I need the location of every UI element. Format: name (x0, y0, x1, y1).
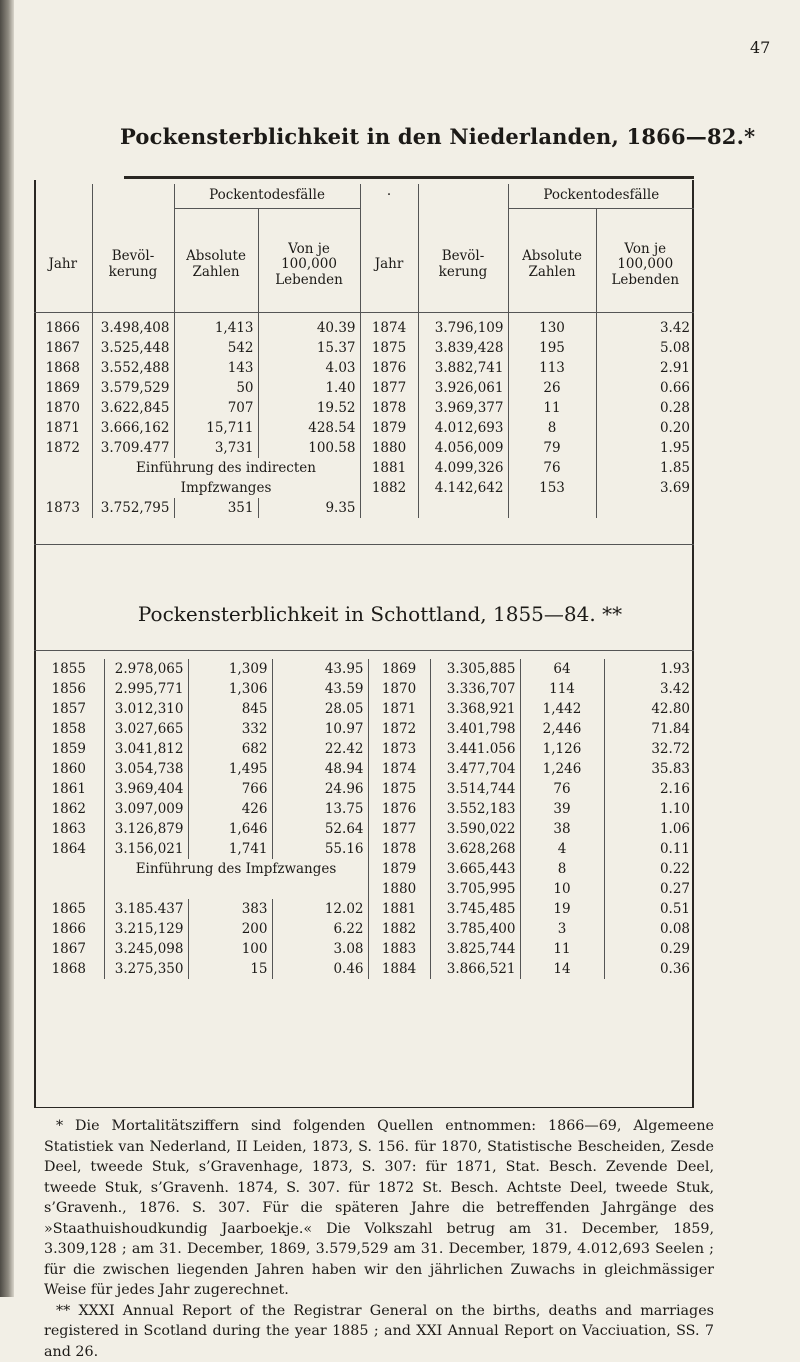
table-row (34, 759, 694, 779)
rate-cell-2: 71.84 (604, 719, 694, 739)
rate-cell: 12.02 (272, 899, 368, 919)
year-cell-2: 1880 (368, 879, 430, 899)
year-cell: 1872 (34, 438, 92, 458)
population-cell-2: 3.882,741 (418, 358, 508, 378)
rate-cell-2: 0.22 (604, 859, 694, 879)
population-cell: 3.245,098 (104, 939, 188, 959)
col-absolute-2: Absolute Zahlen (508, 209, 596, 322)
population-cell-2: 3.401,798 (430, 719, 520, 739)
year-cell: 1859 (34, 739, 104, 759)
year-cell-2: 1875 (368, 779, 430, 799)
footnote-2: ** XXXI Annual Report of the Registrar General on the births, deaths and marriages registered in Scotland during the year 1885 ; and XXI Annual Report on Vacciuation, SS. 7 and 26. (44, 1301, 714, 1362)
absolute-cell: 1,413 (174, 318, 258, 338)
rate-cell-2: 0.51 (604, 899, 694, 919)
rate-cell: 19.52 (258, 398, 360, 418)
scotland-table (34, 659, 694, 979)
absolute-cell: 15,711 (174, 418, 258, 438)
population-cell-2: 3.628,268 (430, 839, 520, 859)
rate-cell: 13.75 (272, 799, 368, 819)
year-cell-2: 1875 (360, 338, 418, 358)
rate-cell: 55.16 (272, 839, 368, 859)
footnote-1: * Die Mortalitätsziffern sind folgenden Quellen entnommen: 1866—69, Algemeene Statistiek van Nederland, II Leiden, 1873, S. 156. für 1870, Statistische Bescheiden, Zesde Deel, tweede Stuk, s’Gravenhage, 1873, S. 307: für 1871, Stat. Besch. Zevende Deel, tweede Stuk, s’Gravenh. 1874, S. 307. für 1872 St. Besch. Achtste Deel, tweede Stuk, s’Gravenh., 1876. S. 307. Für die späteren Jahre die betreffenden Jahrgänge des »Staathuishoudkundig Jaarboekje.« Die Volkszahl betrug am 31. December, 1859, 3.309,128 ; am 31. December, 1869, 3.579,529 am 31. December, 1879, 4.012,693 Seelen ; für die zwischen liegenden Jahren haben wir den jährlichen Zuwachs in gleichmässiger Weise für jedes Jahr zugerechnet. (44, 1116, 714, 1301)
absolute-cell-2: 2,446 (520, 719, 604, 739)
absolute-cell: 1,495 (188, 759, 272, 779)
population-cell-2: 3.477,704 (430, 759, 520, 779)
population-cell-2: 3.705,995 (430, 879, 520, 899)
population-cell-2: 4.056,009 (418, 438, 508, 458)
year-cell-2: 1878 (360, 398, 418, 418)
page-number: 47 (750, 38, 770, 57)
population-cell: 3.041,812 (104, 739, 188, 759)
rate-cell-2: 0.08 (604, 919, 694, 939)
col-year: Jahr (34, 209, 92, 322)
absolute-cell-2: 8 (508, 418, 596, 438)
population-cell-2: 3.839,428 (418, 338, 508, 358)
rate-cell-2: 1.85 (596, 458, 694, 478)
rate-cell-2: 3.42 (596, 318, 694, 338)
year-cell: 1855 (34, 659, 104, 679)
table-row (34, 919, 694, 939)
year-cell (34, 859, 104, 879)
col-year-2: Jahr (360, 209, 418, 322)
rate-cell: 428.54 (258, 418, 360, 438)
year-cell-2: 1884 (368, 959, 430, 979)
absolute-cell-2: 39 (520, 799, 604, 819)
table-row (34, 899, 694, 919)
population-cell: 3.054,738 (104, 759, 188, 779)
year-cell-2: 1879 (360, 418, 418, 438)
year-cell: 1860 (34, 759, 104, 779)
year-cell-2: 1874 (360, 318, 418, 338)
table-row (34, 438, 694, 458)
absolute-cell: 1,741 (188, 839, 272, 859)
col-per100k: Von je 100,000 Lebenden (258, 209, 360, 322)
population-cell-2: 3.866,521 (430, 959, 520, 979)
year-cell-2: 1877 (368, 819, 430, 839)
year-cell: 1856 (34, 679, 104, 699)
absolute-cell-2: 79 (508, 438, 596, 458)
year-cell-2: 1873 (368, 739, 430, 759)
population-cell-2: 3.745,485 (430, 899, 520, 919)
rate-cell-2: 0.20 (596, 418, 694, 438)
year-cell-2: 1876 (360, 358, 418, 378)
population-cell-2: 3.825,744 (430, 939, 520, 959)
year-cell: 1869 (34, 378, 92, 398)
year-cell-2: 1883 (368, 939, 430, 959)
absolute-cell: 383 (188, 899, 272, 919)
year-cell: 1862 (34, 799, 104, 819)
rate-cell-2: 0.36 (604, 959, 694, 979)
table-row (34, 839, 694, 859)
population-cell: 3.666,162 (92, 418, 174, 438)
rate-cell-2: 0.28 (596, 398, 694, 418)
page-title: Pockensterblichkeit in den Niederlanden, 1866—82.* (120, 124, 720, 149)
population-cell: 3.185.437 (104, 899, 188, 919)
rate-cell: 10.97 (272, 719, 368, 739)
year-cell: 1871 (34, 418, 92, 438)
absolute-cell-2: 10 (520, 879, 604, 899)
rate-cell-2: 42.80 (604, 699, 694, 719)
population-cell-2: 3.785,400 (430, 919, 520, 939)
rate-cell-2: 32.72 (604, 739, 694, 759)
absolute-cell-2: 1,246 (520, 759, 604, 779)
rate-cell-2: 35.83 (604, 759, 694, 779)
absolute-cell-2: 64 (520, 659, 604, 679)
rate-cell: 15.37 (258, 338, 360, 358)
absolute-cell-2: 11 (520, 939, 604, 959)
year-cell-2: 1870 (368, 679, 430, 699)
population-cell-2: 4.142,642 (418, 478, 508, 498)
population-cell-2: 3.336,707 (430, 679, 520, 699)
population-cell: 3.097,009 (104, 799, 188, 819)
population-cell: 3.275,350 (104, 959, 188, 979)
population-cell: 3.027,665 (104, 719, 188, 739)
population-cell: 3.012,310 (104, 699, 188, 719)
absolute-cell-2: 1,442 (520, 699, 604, 719)
absolute-cell-2: 11 (508, 398, 596, 418)
year-cell-2: 1872 (368, 719, 430, 739)
header-separator (34, 312, 694, 313)
year-cell (34, 879, 104, 899)
population-cell: 3.622,845 (92, 398, 174, 418)
rate-cell-2: 1.06 (604, 819, 694, 839)
population-cell: 3.969,404 (104, 779, 188, 799)
rate-cell-2: 3.69 (596, 478, 694, 498)
population-cell-2: 3.926,061 (418, 378, 508, 398)
year-cell-2: 1882 (360, 478, 418, 498)
absolute-cell: 100 (188, 939, 272, 959)
absolute-cell: 332 (188, 719, 272, 739)
year-cell: 1870 (34, 398, 92, 418)
table-row (34, 418, 694, 438)
absolute-cell-2: 26 (508, 378, 596, 398)
table-row (34, 859, 694, 879)
rate-cell-2: 1.93 (604, 659, 694, 679)
year-cell-2: 1882 (368, 919, 430, 939)
absolute-cell: 426 (188, 799, 272, 819)
absolute-cell: 15 (188, 959, 272, 979)
rate-cell-2: 1.10 (604, 799, 694, 819)
rate-cell: 3.08 (272, 939, 368, 959)
absolute-cell: 3,731 (174, 438, 258, 458)
table-row (34, 799, 694, 819)
rate-cell: 0.46 (272, 959, 368, 979)
table-row (34, 679, 694, 699)
population-cell-2: 3.441.056 (430, 739, 520, 759)
rate-cell: 28.05 (272, 699, 368, 719)
year-cell-2: 1877 (360, 378, 418, 398)
absolute-cell: 1,309 (188, 659, 272, 679)
rate-cell-2: 1.95 (596, 438, 694, 458)
year-cell: 1858 (34, 719, 104, 739)
table-row (34, 358, 694, 378)
table-row (34, 779, 694, 799)
absolute-cell-2: 113 (508, 358, 596, 378)
rate-cell: 4.03 (258, 358, 360, 378)
table-top-rule (124, 176, 694, 179)
table-row (34, 378, 694, 398)
rate-cell-2: 2.91 (596, 358, 694, 378)
population-cell: 3.498,408 (92, 318, 174, 338)
population-cell-2: 3.514,744 (430, 779, 520, 799)
rate-cell: 1.40 (258, 378, 360, 398)
year-cell-2: 1881 (360, 458, 418, 478)
absolute-cell-2: 4 (520, 839, 604, 859)
rate-cell-2: 5.08 (596, 338, 694, 358)
population-cell-2: 3.796,109 (418, 318, 508, 338)
population-cell-2: 3.552,183 (430, 799, 520, 819)
absolute-cell: 50 (174, 378, 258, 398)
population-cell: 3.552,488 (92, 358, 174, 378)
population-cell-2: 3.368,921 (430, 699, 520, 719)
year-cell: 1863 (34, 819, 104, 839)
table-row (34, 819, 694, 839)
year-cell-2: 1881 (368, 899, 430, 919)
absolute-cell-2: 14 (520, 959, 604, 979)
note-cell (104, 879, 368, 899)
rate-cell-2: 0.27 (604, 879, 694, 899)
absolute-cell: 766 (188, 779, 272, 799)
population-cell: 3.709.477 (92, 438, 174, 458)
rate-cell: 6.22 (272, 919, 368, 939)
netherlands-bottom-separator (34, 544, 694, 545)
population-cell-2: 3.969,377 (418, 398, 508, 418)
year-cell: 1866 (34, 919, 104, 939)
scotland-subtitle: Pockensterblichkeit in Schottland, 1855—84. ** (100, 602, 660, 626)
group-header-right: Pockentodesfälle (508, 184, 694, 209)
absolute-cell: 542 (174, 338, 258, 358)
year-cell-2: 1880 (360, 438, 418, 458)
year-cell: 1873 (34, 498, 92, 518)
table-row (34, 699, 694, 719)
scotland-header-separator (34, 650, 694, 651)
table-row (34, 498, 694, 518)
year-cell-2: 1878 (368, 839, 430, 859)
year-cell: 1867 (34, 338, 92, 358)
group-header-left: Pockentodesfälle (174, 184, 360, 209)
population-cell-2 (418, 498, 508, 518)
rate-cell: 100.58 (258, 438, 360, 458)
year-cell-2: 1871 (368, 699, 430, 719)
absolute-cell: 200 (188, 919, 272, 939)
year-cell-2: 1879 (368, 859, 430, 879)
population-cell-2: 3.590,022 (430, 819, 520, 839)
table-row (34, 879, 694, 899)
table-row (34, 739, 694, 759)
note-cell: Impfzwanges (92, 478, 360, 498)
note-cell: Einführung des Impfzwanges (104, 859, 368, 879)
table-row (34, 478, 694, 498)
absolute-cell-2: 76 (508, 458, 596, 478)
absolute-cell-2: 38 (520, 819, 604, 839)
page-edge-shadow (0, 0, 14, 1297)
footnotes (44, 1116, 714, 1362)
rate-cell: 22.42 (272, 739, 368, 759)
year-cell (34, 478, 92, 498)
mid-dot: · (360, 184, 418, 209)
rate-cell: 40.39 (258, 318, 360, 338)
table-row (34, 398, 694, 418)
absolute-cell: 1,306 (188, 679, 272, 699)
year-cell-2 (360, 498, 418, 518)
absolute-cell: 143 (174, 358, 258, 378)
population-cell: 3.215,129 (104, 919, 188, 939)
absolute-cell-2: 153 (508, 478, 596, 498)
table-row (34, 458, 694, 478)
year-cell: 1864 (34, 839, 104, 859)
population-cell: 2.995,771 (104, 679, 188, 699)
absolute-cell-2: 8 (520, 859, 604, 879)
rate-cell-2: 3.42 (604, 679, 694, 699)
population-cell-2: 4.099,326 (418, 458, 508, 478)
year-cell: 1865 (34, 899, 104, 919)
table-row (34, 659, 694, 679)
absolute-cell: 707 (174, 398, 258, 418)
absolute-cell-2: 1,126 (520, 739, 604, 759)
population-cell: 2.978,065 (104, 659, 188, 679)
rate-cell-2 (596, 498, 694, 518)
table-header (34, 184, 694, 321)
population-cell: 3.579,529 (92, 378, 174, 398)
absolute-cell-2: 114 (520, 679, 604, 699)
population-cell-2: 3.665,443 (430, 859, 520, 879)
population-cell-2: 3.305,885 (430, 659, 520, 679)
population-cell: 3.525,448 (92, 338, 174, 358)
table-row (34, 719, 694, 739)
year-cell: 1857 (34, 699, 104, 719)
rate-cell: 43.59 (272, 679, 368, 699)
population-cell: 3.126,879 (104, 819, 188, 839)
year-cell (34, 458, 92, 478)
rate-cell: 24.96 (272, 779, 368, 799)
absolute-cell: 682 (188, 739, 272, 759)
rate-cell-2: 2.16 (604, 779, 694, 799)
rate-cell: 43.95 (272, 659, 368, 679)
population-cell: 3.156,021 (104, 839, 188, 859)
population-cell-2: 4.012,693 (418, 418, 508, 438)
year-cell-2: 1874 (368, 759, 430, 779)
population-cell: 3.752,795 (92, 498, 174, 518)
year-cell: 1868 (34, 358, 92, 378)
table-row (34, 939, 694, 959)
absolute-cell-2: 195 (508, 338, 596, 358)
col-population-2: Bevöl- kerung (418, 209, 508, 322)
rate-cell: 9.35 (258, 498, 360, 518)
absolute-cell-2: 3 (520, 919, 604, 939)
absolute-cell-2: 130 (508, 318, 596, 338)
year-cell-2: 1869 (368, 659, 430, 679)
absolute-cell-2 (508, 498, 596, 518)
table-row (34, 338, 694, 358)
absolute-cell: 845 (188, 699, 272, 719)
rate-cell: 52.64 (272, 819, 368, 839)
netherlands-table (34, 318, 694, 518)
year-cell: 1868 (34, 959, 104, 979)
note-cell: Einführung des indirecten (92, 458, 360, 478)
absolute-cell-2: 19 (520, 899, 604, 919)
absolute-cell: 351 (174, 498, 258, 518)
year-cell: 1861 (34, 779, 104, 799)
table-row (34, 959, 694, 979)
col-per100k-2: Von je 100,000 Lebenden (596, 209, 694, 322)
absolute-cell-2: 76 (520, 779, 604, 799)
rate-cell: 48.94 (272, 759, 368, 779)
year-cell: 1867 (34, 939, 104, 959)
rate-cell-2: 0.11 (604, 839, 694, 859)
col-absolute: Absolute Zahlen (174, 209, 258, 322)
table-row (34, 318, 694, 338)
year-cell: 1866 (34, 318, 92, 338)
rate-cell-2: 0.29 (604, 939, 694, 959)
col-population: Bevöl- kerung (92, 209, 174, 322)
year-cell-2: 1876 (368, 799, 430, 819)
rate-cell-2: 0.66 (596, 378, 694, 398)
absolute-cell: 1,646 (188, 819, 272, 839)
